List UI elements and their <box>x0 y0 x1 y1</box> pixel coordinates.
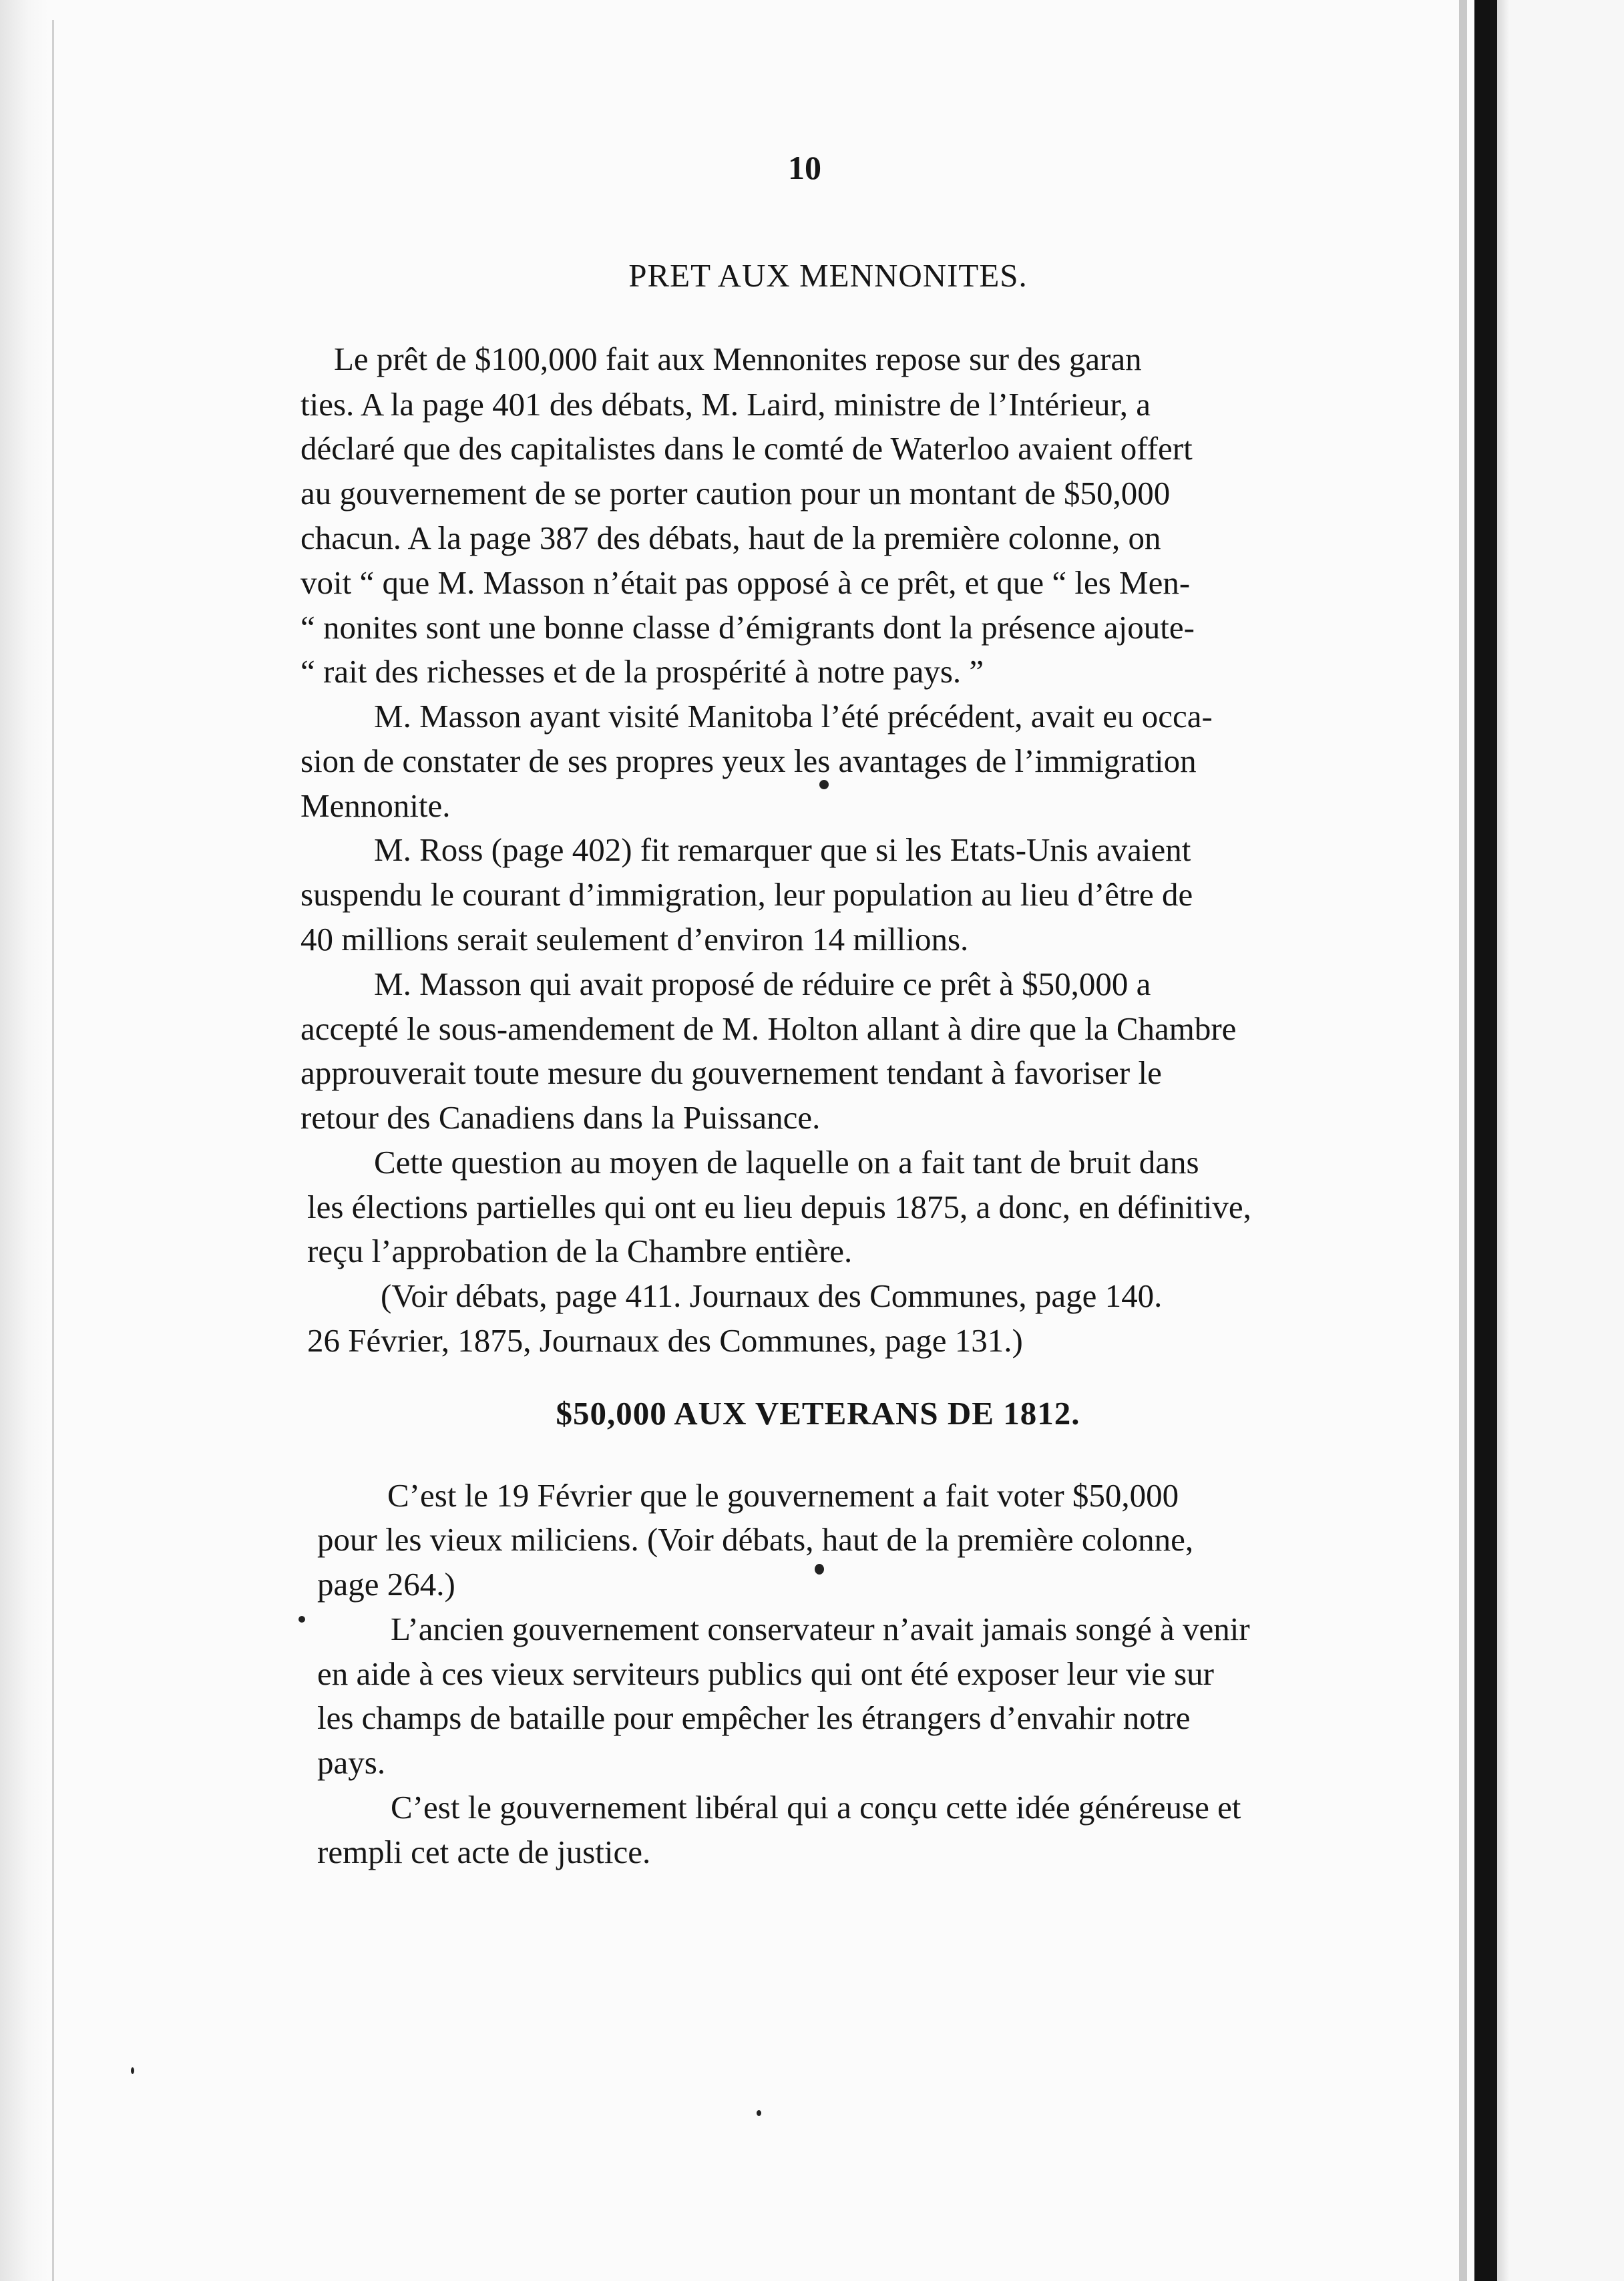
paragraph-line: M. Ross (page 402) fit remarquer que si les Etats-Unis avaient <box>374 831 1191 868</box>
paragraph-line: les élections partielles qui ont eu lieu depuis 1875, a donc, en définitive, <box>307 1189 1251 1225</box>
page-edge <box>1459 0 1467 2281</box>
facing-page <box>1497 0 1624 2281</box>
paragraph-line: 26 Février, 1875, Journaux des Communes, page 131.) <box>307 1322 1023 1359</box>
paragraph-line: rempli cet acte de justice. <box>317 1834 651 1870</box>
paragraph-line: M. Masson ayant visité Manitoba l’été précédent, avait eu occa- <box>374 698 1213 735</box>
paragraph-line: sion de constater de ses propres yeux les avantages de l’immigration <box>300 743 1197 779</box>
left-margin-rule <box>52 20 54 2281</box>
left-page-shadow <box>0 0 48 2281</box>
paragraph-line: les champs de bataille pour empêcher les étrangers d’envahir notre <box>317 1699 1191 1736</box>
paragraph-line: Le prêt de $100,000 fait aux Mennonites repose sur des garan <box>334 341 1142 377</box>
paragraph-line: L’ancien gouvernement conservateur n’avait jamais songé à venir <box>391 1611 1250 1647</box>
paragraph-line: retour des Canadiens dans la Puissance. <box>300 1099 821 1136</box>
paragraph-line: approuverait toute mesure du gouvernement tendant à favoriser le <box>300 1054 1162 1091</box>
paragraph-line: page 264.) <box>317 1566 455 1603</box>
paragraph-line: déclaré que des capitalistes dans le comté de Waterloo avaient offert <box>300 430 1193 467</box>
paragraph-line: “ nonites sont une bonne classe d’émigrants dont la présence ajoute- <box>300 609 1195 646</box>
ink-speck <box>757 2110 761 2116</box>
paragraph-line: Mennonite. <box>300 787 451 824</box>
paragraph-line: ties. A la page 401 des débats, M. Laird, ministre de l’Intérieur, a <box>300 386 1151 423</box>
ink-speck <box>131 2067 134 2074</box>
paragraph-line: en aide à ces vieux serviteurs publics qui ont été exposer leur vie sur <box>317 1655 1214 1692</box>
ink-speck <box>298 1616 305 1623</box>
ink-speck <box>819 780 829 789</box>
paragraph-line: voit “ que M. Masson n’était pas opposé à ce prêt, et que “ les Men- <box>300 564 1191 601</box>
paragraph-line: chacun. A la page 387 des débats, haut de la première colonne, on <box>300 520 1161 556</box>
ink-speck <box>815 1564 824 1575</box>
paragraph-line: C’est le 19 Février que le gouvernement a fait voter $50,000 <box>387 1477 1179 1514</box>
paragraph-line: Cette question au moyen de laquelle on a fait tant de bruit dans <box>374 1144 1199 1181</box>
paragraph-line: M. Masson qui avait proposé de réduire ce prêt à $50,000 a <box>374 966 1151 1002</box>
section-heading-veterans: $50,000 AUX VETERANS DE 1812. <box>556 1395 1080 1432</box>
paragraph-line: reçu l’approbation de la Chambre entière. <box>307 1233 853 1269</box>
paragraph-line: suspendu le courant d’immigration, leur population au lieu d’être de <box>300 876 1193 913</box>
section-heading-mennonites: PRET AUX MENNONITES. <box>628 257 1028 294</box>
paragraph-line: pays. <box>317 1744 386 1781</box>
paragraph-line: “ rait des richesses et de la prospérité à notre pays. ” <box>300 653 984 690</box>
paragraph-line: C’est le gouvernement libéral qui a conçu cette idée généreuse et <box>391 1789 1241 1826</box>
paragraph-line: au gouvernement de se porter caution pour un montant de $50,000 <box>300 475 1171 511</box>
page-number: 10 <box>788 149 821 186</box>
paragraph-line: pour les vieux miliciens. (Voir débats, haut de la première colonne, <box>317 1521 1194 1558</box>
paragraph-line: accepté le sous-amendement de M. Holton allant à dire que la Chambre <box>300 1010 1237 1047</box>
gutter-shadow <box>1474 0 1497 2281</box>
facing-page-shadow <box>1497 0 1509 2281</box>
paragraph-line: 40 millions serait seulement d’environ 14 millions. <box>300 921 969 958</box>
paragraph-line: (Voir débats, page 411. Journaux des Communes, page 140. <box>381 1277 1163 1314</box>
